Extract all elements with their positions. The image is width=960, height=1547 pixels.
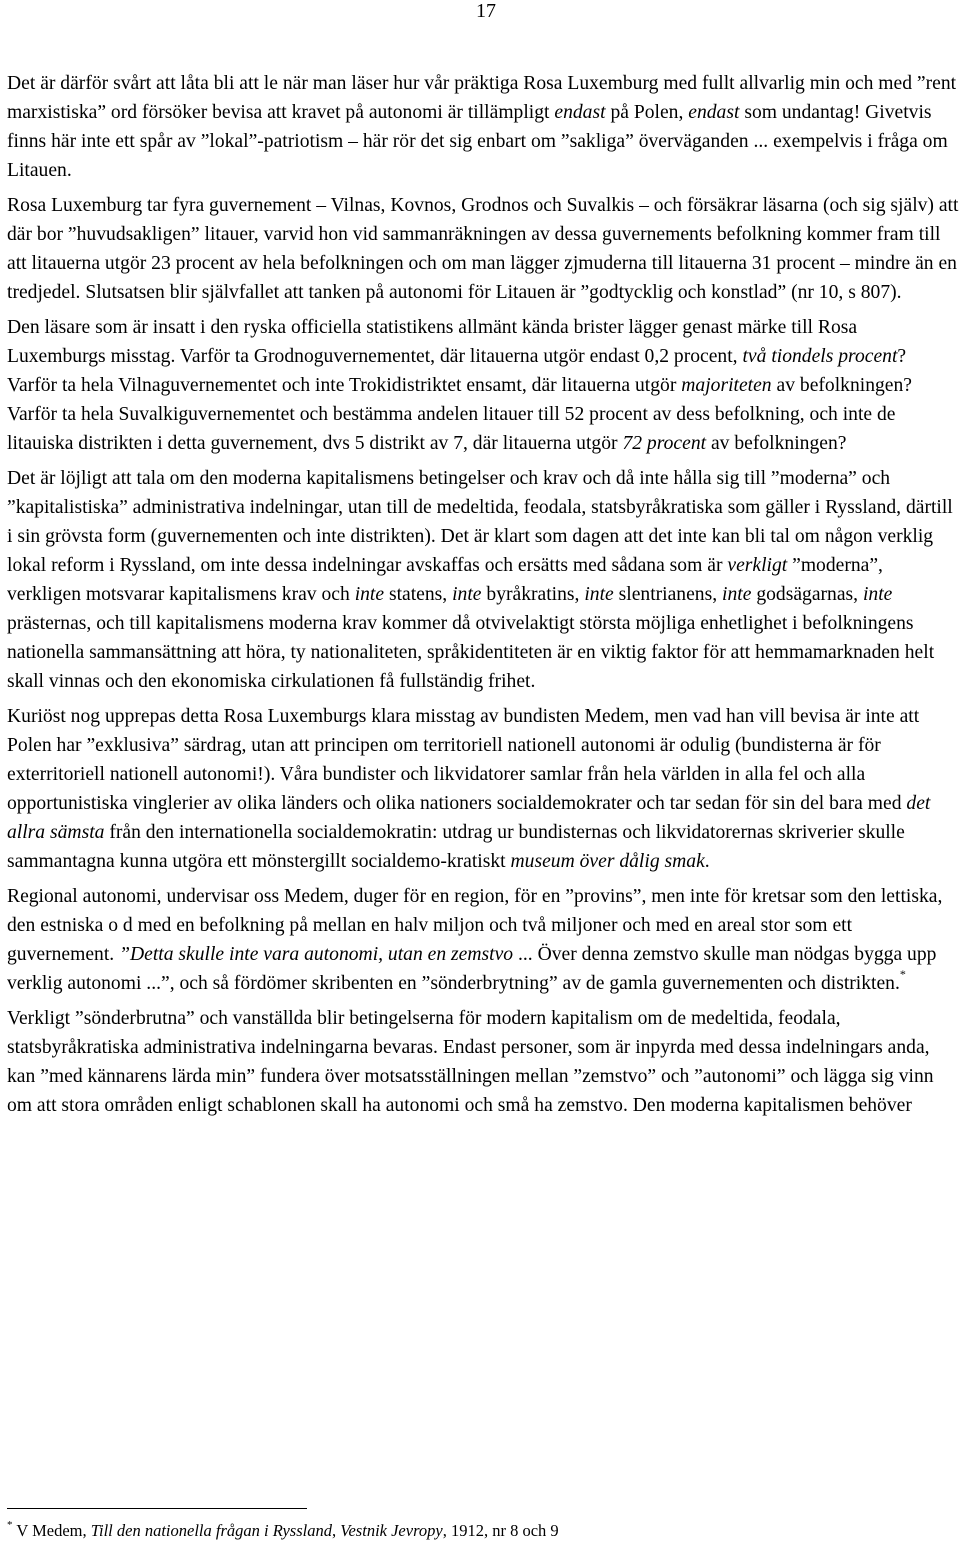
paragraph-3: Den läsare som är insatt i den ryska officiella statistikens allmänt kända brister lägger genast märke till Rosa Luxemburgs misstag. Varför ta Grodnoguvernementet, där litauerna utgör endast 0,2 procent, två tiondels procent? Varför ta hela Vilnaguvernementet och inte Trokidistriktet ensamt, där litauerna utgör majoriteten av befolkningen? Varför ta hela Suvalkiguvernementet och bestämma andelen litauer till 52 procent av dess befolkning, och inte de litauiska distrikten i detta guvernement, dvs 5 distrikt av 7, där litauerna utgör 72 procent av befolkningen? xyxy=(7,317,912,454)
footnote-marker: * xyxy=(7,1518,13,1531)
paragraph-1: Det är därför svårt att låta bli att le när man läser hur vår präktiga Rosa Luxemburg med fullt allvarlig min och med ”rent marxistiska” ord försöker bevisa att kravet på autonomi är tillämpligt endast på Polen, endast som undantag! Givetvis finns här inte ett spår av ”lokal”-patriotism – här rör det sig enbart om ”sakliga” överväganden ... exempelvis i fråga om Litauen. xyxy=(7,73,957,181)
footnote: * V Medem, Till den nationella frågan i Ryssland, Vestnik Jevropy, 1912, nr 8 och 9 xyxy=(7,1518,559,1540)
footnote-divider xyxy=(7,1508,307,1509)
body-text xyxy=(7,69,960,1120)
footnote-reference[interactable]: * xyxy=(899,967,906,982)
paragraph-2: Rosa Luxemburg tar fyra guvernement – Vilnas, Kovnos, Grodnos och Suvalkis – och försäkrar läsarna (och sig själv) att där bor ”huvudsakligen” litauer, varvid hon vid sammanräkningen av dessa guvernements befolkning kommer fram till att litauerna utgör 23 procent av hela befolkningen och om man lägger zjmuderna till litauerna 31 procent – mindre än en tredjedel. Slutsatsen blir självfallet att tanken på autonomi för Litauen är ”godtycklig och konstlad” (nr 10, s 807). xyxy=(7,195,959,303)
footnote-journal: Vestnik Jevropy xyxy=(340,1521,443,1540)
paragraph-7: Verkligt ”sönderbrutna” och vanställda blir betingelserna för modern kapitalism om de medeltida, feodala, statsbyråkratiska administrativa indelningarna bevaras. Endast personer, som är inpyrda med dessa indelningars anda, kan ”med kännarens lärda min” fundera över motsatsställningen mellan ”zemstvo” och ”autonomi” och lägga sig vinn om att stora områden enligt schablonen skall ha autonomi och små ha zemstvo. Den moderna kapitalismen behöver xyxy=(7,1008,934,1116)
paragraph-4: Det är löjligt att tala om den moderna kapitalismens betingelser och krav och då inte hålla sig till ”moderna” och ”kapitalistiska” administrativa indelningar, utan till de medeltida, feodala, statsbyråkratiska som gäller i Ryssland, därtill i sin grövsta form (guvernementen och inte distrikten). Det är klart som dagen att det inte kan bli tal om någon verklig lokal reform i Ryssland, om inte dessa indelningar avskaffas och ersätts med sådana som är verkligt ”moderna”, verkligen motsvarar kapitalismens krav och inte statens, inte byråkratins, inte slentrianens, inte godsägarnas, inte prästernas, och till kapitalismens moderna krav kommer då otvivelaktigt största möjliga enhetlighet i befolkningens nationella sammansättning att höra, ty nationaliteten, språkidentiteten är en viktig faktor för att hemmamarknaden helt skall vinnas och den ekonomiska cirkulationen få fullständig frihet. xyxy=(7,468,953,692)
footnote-title: Till den nationella frågan i Ryssland xyxy=(90,1521,332,1540)
page-number: 17 xyxy=(476,0,496,22)
paragraph-5: Kuriöst nog upprepas detta Rosa Luxemburgs klara misstag av bundisten Medem, men vad han vill bevisa är inte att Polen har ”exklusiva” särdrag, utan att principen om territoriell nationell autonomi är odulig (bundisterna är för exterritoriell nationell autonomi!). Våra bundister och likvidatorer samlar från hela världen in alla fel och alla opportunistiska vinglerier av olika länders och olika nationers socialdemokrater och tar sedan för sin del bara med det allra sämsta från den internationella socialdemokratin: utdrag ur bundisternas och likvidatorernas skriverier skulle sammantagna kunna utgöra ett mönstergillt socialdemo-kratiskt museum över dålig smak. xyxy=(7,706,931,872)
paragraph-6: Regional autonomi, undervisar oss Medem, duger för en region, för en ”provins”, men inte för kretsar som den lettiska, den estniska o d med en befolkning på mellan en halv miljon och två miljoner och med en areal stor som ett guvernement. ”Detta skulle inte vara autonomi, utan en zemstvo ... Över denna zemstvo skulle man nödgas bygga upp verklig autonomi ...”, och så fördömer skribenten en ”sönderbrytning” av de gamla guvernementen och distrikten.* xyxy=(7,886,943,994)
